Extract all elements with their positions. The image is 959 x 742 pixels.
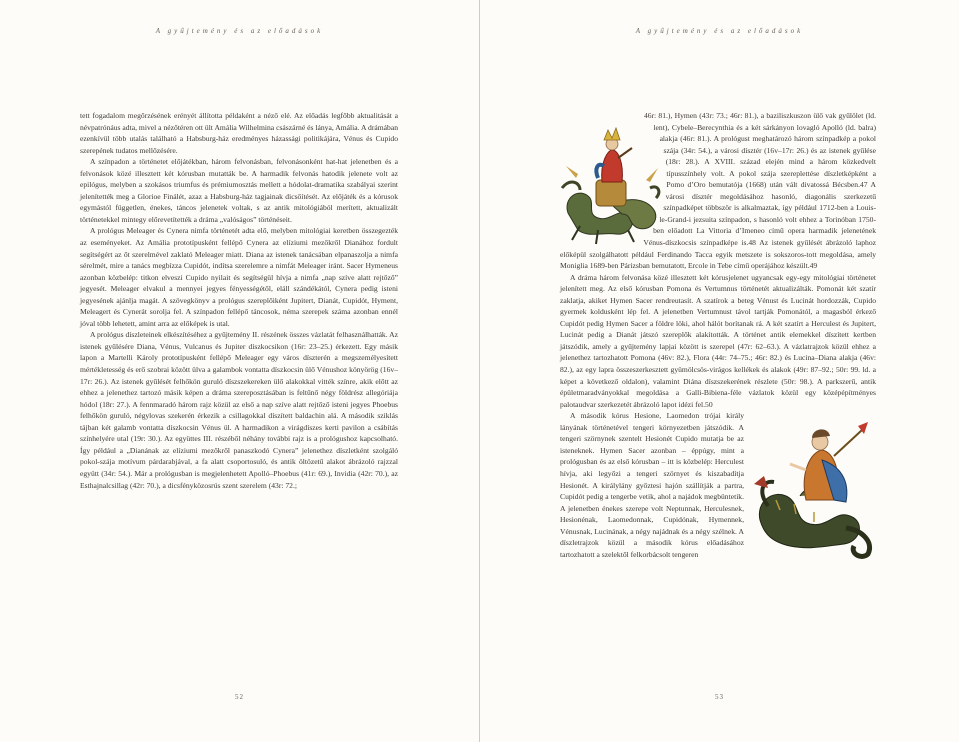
running-head-right: A gyűjtemény és az előadások — [635, 27, 804, 35]
paragraph: tett fogadalom megőrzésének erényét állította példaként a néző elé. Az előadás legfőbb aktualitását a névpatrónáus adta, mivel a nézőtéren ott ült Amália Wilhelmina császárné és lánya, Amália. A drámában ezenkívül több utalás található a Habsburg-ház eredményes házassági politikájára, Vénus és Cupido szerepének tudatos mellőzésére. — [80, 111, 398, 155]
running-head-left: A gyűjtemény és az előadások — [155, 27, 324, 35]
paragraph: A dráma három felvonása közé illesztett két kórusjelenet ugyancsak egy-egy mitológiai történetet jelenített meg. Az első kórusban Pomona és Vertumnus történetét aktualizálták. Pomonát két szatír zaklatja, akiket Hymen Sacer rendreutasít. A szatírok a beteg Vénust és Lucinát hordozzák, Cupido gyermek koldusként lép fel. A jelenetben Vertumnust távol tartják Pomonától, a magasból érkező Cupidót pedig Hymen Sacer a földre löki, ahol hálót borítanak rá. A két szatírt a Herculest és Jupitert, Lucinát pedig a Dianát játszó szereplők alakították. A történet antik elemekkel díszített kertben játszódik, amely a gyűjtemény lapjai között is szerepel (47r: 62–63.). A vázlatrajzok közül ehhez a jelenethez tartozhatott Pomona (46v: 82.), Flora (44r: 74–75.; 46r: 82.) és Lucina–Diana alakja (46v: 82.), az egy lapra összeszerkesztett gyümölcsös-virágos kellékek és alakok (49r: 87–92.; 50r: 99. ld. a képet a következő oldalon), valamint Diána díszszekerének részlete (50r: 98.). A parkszerű, antik épületmaradványokkal megoldása a Galli-Bibiena-féle vázlatok közül egy középépítményes palotaudvar szerkezetét ábrázoló lapot idézi fel.50 — [560, 272, 876, 409]
paragraph: 46r: 81.), Hymen (43r: 73.; 46r: 81.), a baziliszkuszon ülő vak gyűlölet (ld. lent), Cybele–Berecynthia és a két sárkányon lovagló Apolló (ld. balra) alakja (46r: 81.). A prológust meghatározó három színpadkép a pokol szája (34r: 54.), a városi dísztér (16v–17r: 26.) és az istenek gyűlése (18r: 28.). A XVIII. század elején mind a három közkedvelt típusszínhely volt. A pokol szája szereplettése díszletképként a Pomo d’Oro bemutatója (1668) után vált divatossá Bécsben.47 A városi dísztér megoldásához hasonló, diagonális szerkezetű színpadképet többször is alkalmaztak, így például 1712-ben a Louis-le-Grand-i jezsuita színpadon, s hasonló volt ehhez a Torinóban 1750-ben előadott La Vittoria d’Imeneo című opera harmadik jelenetének Vénus-díszkocsis színpadképe is.48 Az istenek gyűlését ábrázoló laphoz előképül szolgálhatott például Ferdinando Tacca egyik metszete is sokszoros-tott megoldása, amely Moniglia 1689-ben Párizsban bemutatott, Ercole in Tebe című operájához készült.49 — [560, 111, 876, 271]
illustration-dragon-rider — [558, 118, 666, 246]
illustration-basilisk-rider — [750, 410, 878, 560]
basilisk-rider-image — [750, 410, 878, 560]
right-page — [480, 0, 959, 742]
paragraph: A második kórus Hesione, Laomedon trójai király lányának történetével tengeri környezetben játszódik. A tengeri szörnynek szentelt Hesionét Cupido mutatja be az isteneknek. Hymen Sacer azonban – éppúgy, mint a prológusban és az első kórusban – itt is közbelép: Herculest hívja, aki legyőzi a tengeri szörnyet és kiszabadítja Hesionét. A királylány győztesi hajón szállítják a partra, Cupidót pedig a tengerbe vetik, ahol a najádok megbüntetik. A jelenetben énekes szerepe volt Neptunnak, Herculesnek, Hesionénak, Laomedonnak, Cupidónak, Hymennek, Vénusnak, Lucinának, a négy najádnak és a négy szélnek. A díszletrajzok közül a második kórus előadásához tartozhatott a szelektől felkorbácsolt tengeren — [560, 411, 744, 559]
page-number-right: 53 — [715, 693, 724, 701]
left-body-text — [80, 110, 398, 491]
right-body-text — [560, 110, 876, 562]
paragraph: A prológus Meleager és Cynera nimfa történetét adta elő, melyben mitológiai keretben összegezték az eseményeket. Az Amália prototípusként fellépő Cynera az elíziumi mezőkről Dianához fordult segítségért az őt szerelmével zaklató Meleager miatt. Diana az istenek tanácsában elpanaszolja a nimfa sérelmét, mire a tanács megbízza Cupidót, indítsa szerelemre a nimfát Meleager iránt. Sacer Hymeneus azonban közbelép: titkon elveszi Cupido nyilait és segítségül hívja a nimfa „nap szíve alatt rejtőző” jegyesét. Meleager elvakul a mennyei jegyes fényességétől, eláll szándékától, Cynera pedig isteni jegyesének ajánlja magát. A szövegkönyv a prológus szereplőiként Jupitert, Dianát, Cupidót, Hyment, Meleagert és Cynerát sorolja fel. A színpadon fellépő táncosok, néma szerepek száma azonban ennél jóval több lehetett, amint arra az előképek is utal. — [80, 226, 398, 328]
paragraph: A színpadon a történetet előjátékban, három felvonásban, felvonásonként hat-hat jelenetben és a felvonások közé illesztett két kórusban mutatták be. A harmadik felvonás hatodik jelenete volt az epilógus, melyben a szokásos triumfus és prémiumosztás mellett a hódolat-dramatika szabályai szerint jelenítették meg a Glorioe Finálét, azaz a Habsburg-ház tagjainak dicsőítését. Az előjáték és a kórusok egymástól független, énekes, táncos jelenetek voltak, s az antik mitológiából merített, aktualizált történetekkel mintegy előrevetítették a dráma „valóságos” történéseit. — [80, 157, 398, 224]
dragon-rider-image — [558, 118, 666, 246]
page-number-left: 52 — [235, 693, 244, 701]
paragraph: A prológus díszleteinek elkészítéséhez a gyűjtemény II. részének összes vázlatát felhasználhatták. Az istenek gyűlésére Diana, Vénus, Vulcanus és Jupiter díszkocsikon (16r: 23–25.) érkezett. Egy másik lapon a Martelli Károly prototípusként fellépő Meleager egy város díszterén a megszemélyesített mértékletesség és erő szobrai között ülva a galambok vontatta díszkocsin ülő Vénushoz könyörög (16v–17r: 26.). Az istenek gyűlését felhőkön guruló díszszekereken ülő alakokkal vitték színre, akik előtt az ehhez a jelenethez tartozó másik képen a dráma szereposztásában is feltűnő négy földrész allegóriája hódol (18r: 27.). A fennmaradó három rajz közül az első a nap szíve alatt rejtőző isteni jegyes Phoebus felhőkön guruló, négylovas szekerén érkezik a csillagokkal díszített baldachin alá. A második sziklás tájban két galamb vontatta díszkocsin Vénus ül. A harmadikon a virágdíszes kerti pavilon a csábítás színhelyére utal (19r: 30.). Az együttes III. részéből néhány további rajz is a prológushoz kapcsolható. Így például a „Dianának az elíziumi mezőkről panaszkodó Cynera” jelenethez díszletként szolgáló pokol-szája motívum párdarabjával, a fa alatt csoportosuló, és antik öltözetű alakot ábrázoló rajzzal együtt (34r: 54.). Már a prológusban is megjelenhetett Apolló–Phoebus (41r: 69.), Invidia (42r: 70.), az Esthajnalcsillag (42r: 70.), a dicsfényközosrús szent szerelem (43r: 72.; — [80, 330, 398, 490]
